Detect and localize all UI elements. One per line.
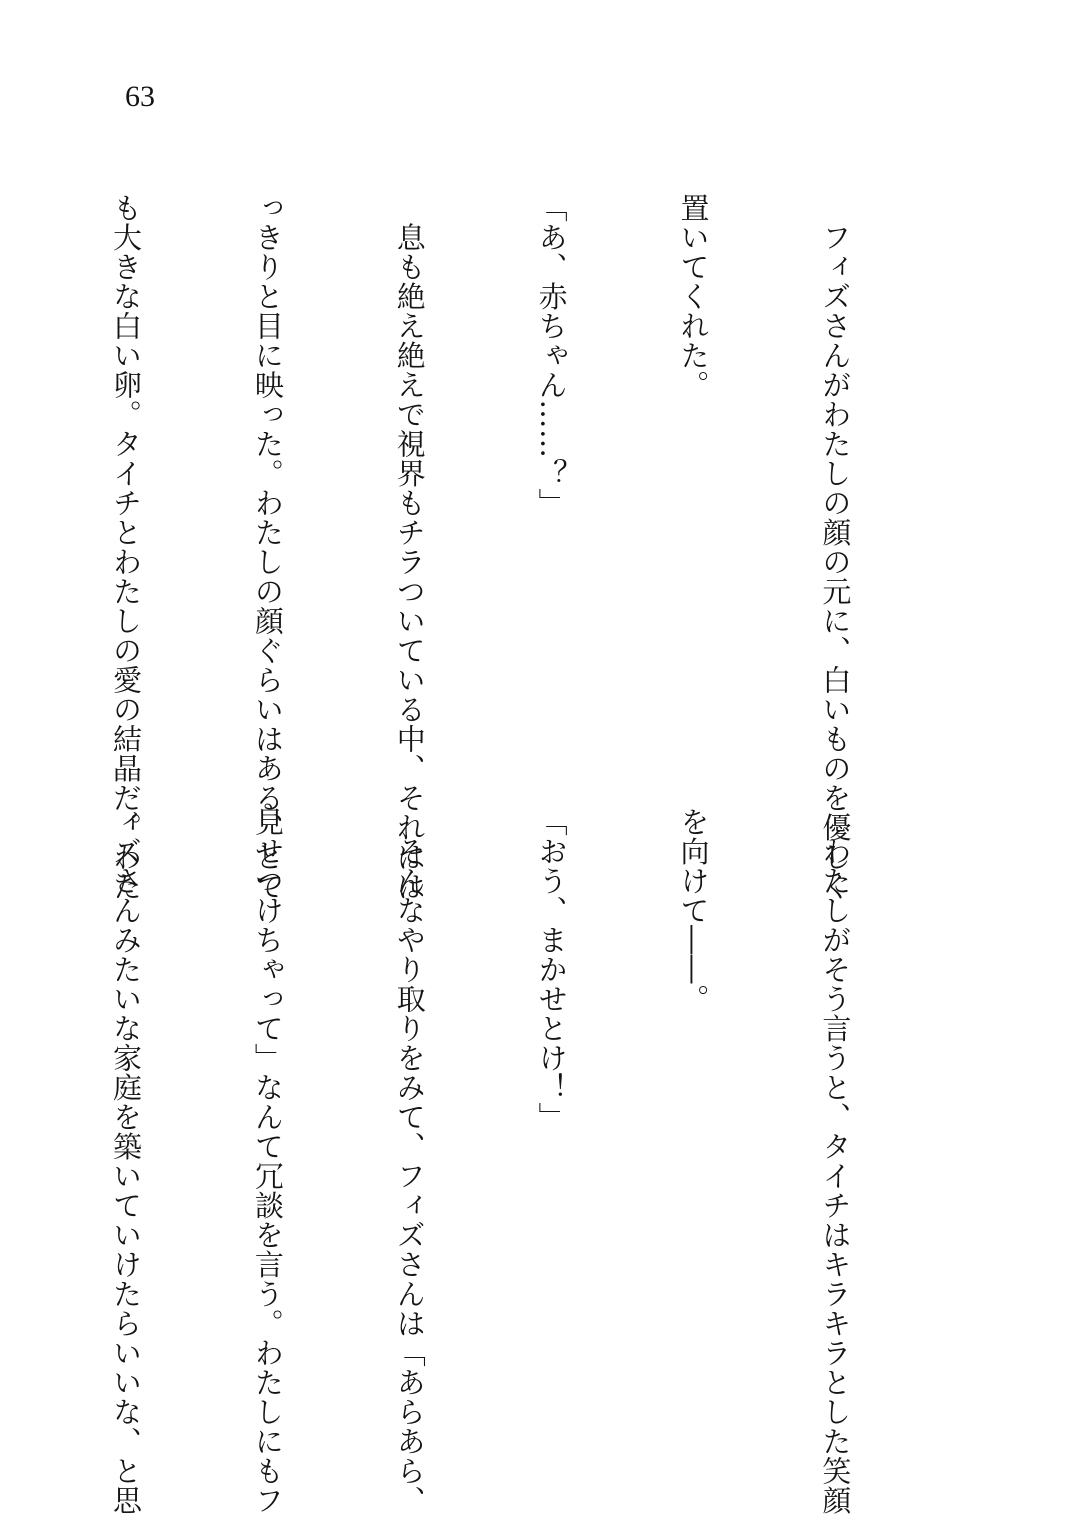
text-line: 置いてくれた。 [676,193,711,400]
text-line: わたしがそう言うと、タイチはキラキラとした笑顔 [818,807,853,1515]
text-line: っきりと目に映った。わたしの顔ぐらいはある、とて [250,193,285,901]
text-line: 「あ、赤ちゃん……？」 [534,193,569,518]
top-text-block [0,193,953,901]
text-line [0,807,7,1367]
text-line [0,193,7,753]
text-line: 息も絶え絶えで視界もチラついている中、それはは [392,193,427,901]
text-line: そんなやり取りをみて、フィズさんは「あらあら、 [392,807,427,1515]
text-line: 見せつけちゃって」なんて冗談を言う。わたしにもフ [250,807,285,1515]
text-line: を向けて――。 [676,807,711,1014]
text-line: ィズさんみたいな家庭を築いていけたらいいな、と思 [108,807,143,1515]
text-line: フィズさんがわたしの顔の元に、白いものを優しく [818,193,853,901]
bottom-text-block [0,807,953,1515]
text-line: 「おう、まかせとけ！」 [534,807,569,1132]
text-line: も大きな白い卵。タイチとわたしの愛の結晶だ。わた [108,193,143,901]
page-number: 63 [125,80,155,113]
